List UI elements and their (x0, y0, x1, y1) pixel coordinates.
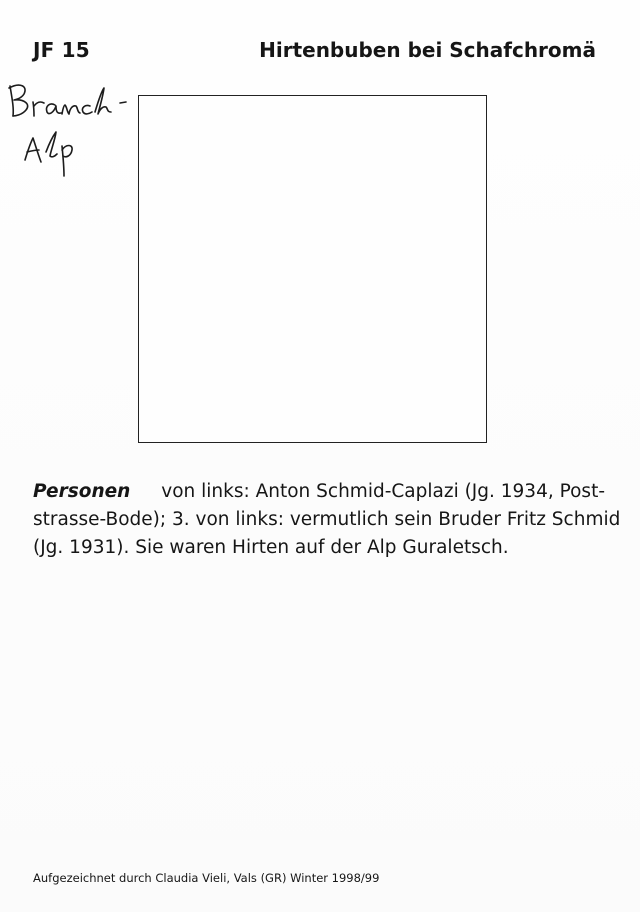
caption-line-1 (33, 478, 605, 506)
handwritten-note (0, 72, 140, 182)
caption-line-3: (Jg. 1931). Sie waren Hirten auf der Alp Guraletsch. (33, 537, 509, 558)
photo-placeholder (138, 95, 487, 443)
caption-line-2: strasse-Bode); 3. von links: vermutlich sein Bruder Fritz Schmid (33, 509, 621, 530)
caption-lead: Personen (33, 481, 131, 502)
card-id: JF 15 (33, 38, 90, 62)
footer-credit: Aufgezeichnet durch Claudia Vieli, Vals (GR) Winter 1998/99 (33, 871, 380, 885)
card-title: Hirtenbuben bei Schafchromä (259, 38, 596, 62)
caption (33, 478, 621, 562)
caption-line-1-text: von links: Anton Schmid-Caplazi (Jg. 1934, Post- (161, 481, 605, 502)
